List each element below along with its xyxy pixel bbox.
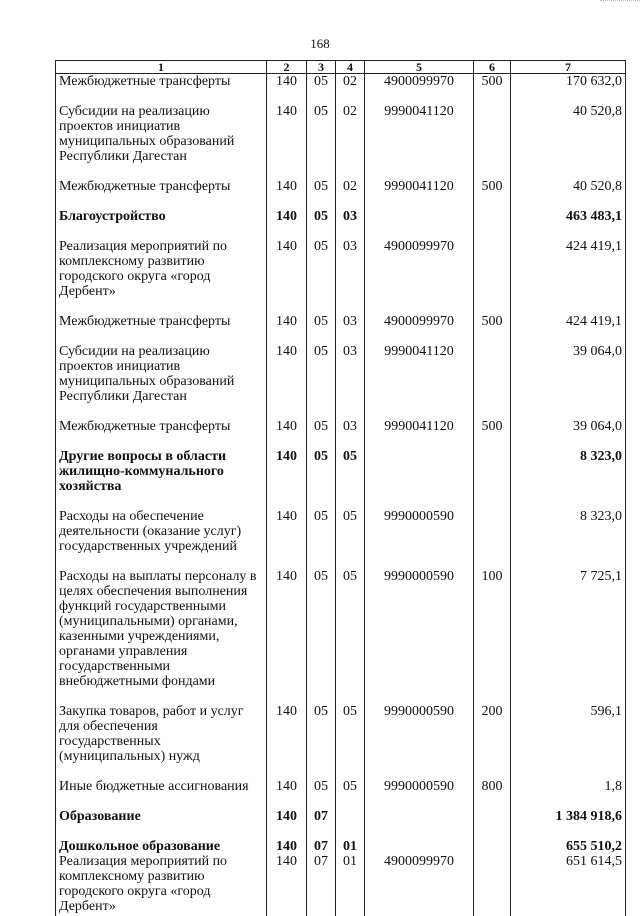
row-col-4: 02	[336, 74, 365, 105]
row-col-2: 140	[267, 74, 307, 105]
row-col-6	[474, 839, 511, 854]
row-col-5: 9990000590	[365, 779, 474, 809]
row-col-2: 140	[267, 509, 307, 569]
row-col-3: 05	[307, 104, 336, 179]
table-row	[56, 179, 626, 209]
row-col-3: 05	[307, 74, 336, 105]
row-col-6: 500	[474, 419, 511, 449]
row-col-4: 01	[336, 854, 365, 916]
row-amount: 655 510,2	[511, 839, 626, 854]
row-col-6: 500	[474, 74, 511, 105]
row-col-5: 9990041120	[365, 104, 474, 179]
row-col-5: 4900099970	[365, 314, 474, 344]
row-col-6	[474, 344, 511, 419]
row-col-3: 05	[307, 509, 336, 569]
row-col-6	[474, 809, 511, 839]
row-amount: 39 064,0	[511, 344, 626, 419]
row-col-3: 07	[307, 854, 336, 916]
row-amount: 7 725,1	[511, 569, 626, 704]
row-col-6: 200	[474, 704, 511, 779]
table-row	[56, 809, 626, 839]
corner-mark	[600, 0, 640, 7]
row-col-2: 140	[267, 779, 307, 809]
row-col-6	[474, 104, 511, 179]
row-col-3: 05	[307, 569, 336, 704]
row-col-2: 140	[267, 104, 307, 179]
row-col-5: 9990000590	[365, 704, 474, 779]
table-row	[56, 104, 626, 179]
table-row	[56, 239, 626, 314]
header-row	[56, 61, 626, 74]
row-name: Иные бюджетные ассигнования	[56, 779, 267, 809]
row-col-6	[474, 239, 511, 314]
row-col-3: 05	[307, 704, 336, 779]
row-amount: 424 419,1	[511, 314, 626, 344]
row-col-4: 03	[336, 209, 365, 239]
table-row	[56, 344, 626, 419]
row-col-3: 05	[307, 419, 336, 449]
row-col-2: 140	[267, 809, 307, 839]
row-col-3: 05	[307, 209, 336, 239]
row-col-5: 9990041120	[365, 179, 474, 209]
row-col-4: 03	[336, 419, 365, 449]
row-amount: 1,8	[511, 779, 626, 809]
row-col-4: 02	[336, 104, 365, 179]
row-amount: 424 419,1	[511, 239, 626, 314]
table-row	[56, 509, 626, 569]
row-col-3: 05	[307, 779, 336, 809]
row-col-4: 02	[336, 179, 365, 209]
header-col-4: 4	[336, 61, 365, 74]
budget-table	[55, 60, 626, 916]
row-name: Благоустройство	[56, 209, 267, 239]
table-row	[56, 209, 626, 239]
table-row	[56, 704, 626, 779]
table-row	[56, 839, 626, 854]
header-col-1: 1	[56, 61, 267, 74]
row-col-3: 05	[307, 179, 336, 209]
row-col-6: 500	[474, 179, 511, 209]
row-name: Образование	[56, 809, 267, 839]
row-amount: 596,1	[511, 704, 626, 779]
row-name: Межбюджетные трансферты	[56, 314, 267, 344]
table-row	[56, 74, 626, 105]
row-col-5: 9990041120	[365, 419, 474, 449]
row-col-6: 100	[474, 569, 511, 704]
row-amount: 40 520,8	[511, 104, 626, 179]
row-name: Межбюджетные трансферты	[56, 179, 267, 209]
row-col-6: 800	[474, 779, 511, 809]
row-col-5: 9990000590	[365, 509, 474, 569]
table-row	[56, 779, 626, 809]
row-name: Межбюджетные трансферты	[56, 74, 267, 105]
table-row	[56, 419, 626, 449]
row-col-4: 03	[336, 239, 365, 314]
row-col-3: 05	[307, 449, 336, 509]
row-col-6	[474, 509, 511, 569]
table-row	[56, 449, 626, 509]
row-col-5: 4900099970	[365, 74, 474, 105]
header-col-2: 2	[267, 61, 307, 74]
row-col-2: 140	[267, 569, 307, 704]
header-col-7: 7	[511, 61, 626, 74]
row-amount: 8 323,0	[511, 509, 626, 569]
row-amount: 170 632,0	[511, 74, 626, 105]
row-col-2: 140	[267, 839, 307, 854]
page-number: 168	[310, 36, 330, 51]
row-name: Дошкольное образование	[56, 839, 267, 854]
row-name: Расходы на выплаты персоналу в целях обеспечения выполнения функций государственными (муниципальными) органами, казенными учреждениями, органами управления государственными внебюджетными фондами	[56, 569, 267, 704]
row-col-4: 03	[336, 344, 365, 419]
row-col-4: 01	[336, 839, 365, 854]
row-col-4: 05	[336, 704, 365, 779]
row-col-3: 05	[307, 239, 336, 314]
row-col-4: 05	[336, 569, 365, 704]
row-name: Реализация мероприятий по комплексному развитию городского округа «город Дербент»	[56, 854, 267, 916]
row-col-4	[336, 809, 365, 839]
row-col-4: 03	[336, 314, 365, 344]
row-col-2: 140	[267, 449, 307, 509]
row-col-3: 07	[307, 809, 336, 839]
row-col-5	[365, 209, 474, 239]
row-col-5: 4900099970	[365, 239, 474, 314]
row-name: Другие вопросы в области жилищно-коммунального хозяйства	[56, 449, 267, 509]
header-col-3: 3	[307, 61, 336, 74]
row-col-4: 05	[336, 509, 365, 569]
row-col-6	[474, 449, 511, 509]
row-name: Реализация мероприятий по комплексному развитию городского округа «город Дербент»	[56, 239, 267, 314]
row-col-2: 140	[267, 854, 307, 916]
row-amount: 39 064,0	[511, 419, 626, 449]
row-col-5: 9990000590	[365, 569, 474, 704]
row-amount: 8 323,0	[511, 449, 626, 509]
row-amount: 1 384 918,6	[511, 809, 626, 839]
row-col-2: 140	[267, 314, 307, 344]
table-row	[56, 314, 626, 344]
table-row	[56, 854, 626, 916]
row-amount: 40 520,8	[511, 179, 626, 209]
row-col-2: 140	[267, 209, 307, 239]
row-col-6	[474, 854, 511, 916]
row-col-6	[474, 209, 511, 239]
row-col-5	[365, 449, 474, 509]
row-col-5: 9990041120	[365, 344, 474, 419]
row-col-2: 140	[267, 419, 307, 449]
row-col-3: 07	[307, 839, 336, 854]
row-name: Расходы на обеспечение деятельности (оказание услуг) государственных учреждений	[56, 509, 267, 569]
row-col-2: 140	[267, 179, 307, 209]
header-col-5: 5	[365, 61, 474, 74]
header-col-6: 6	[474, 61, 511, 74]
row-col-2: 140	[267, 344, 307, 419]
row-col-5: 4900099970	[365, 854, 474, 916]
row-col-4: 05	[336, 449, 365, 509]
row-name: Субсидии на реализацию проектов инициатив муниципальных образований Республики Дагестан	[56, 344, 267, 419]
row-amount: 651 614,5	[511, 854, 626, 916]
table-row	[56, 569, 626, 704]
row-col-5	[365, 839, 474, 854]
row-col-2: 140	[267, 239, 307, 314]
row-name: Межбюджетные трансферты	[56, 419, 267, 449]
row-name: Субсидии на реализацию проектов инициатив муниципальных образований Республики Дагестан	[56, 104, 267, 179]
row-col-3: 05	[307, 314, 336, 344]
row-col-5	[365, 809, 474, 839]
row-amount: 463 483,1	[511, 209, 626, 239]
row-col-2: 140	[267, 704, 307, 779]
row-col-6: 500	[474, 314, 511, 344]
row-col-3: 05	[307, 344, 336, 419]
row-col-4: 05	[336, 779, 365, 809]
row-name: Закупка товаров, работ и услуг для обеспечения государственных (муниципальных) нужд	[56, 704, 267, 779]
